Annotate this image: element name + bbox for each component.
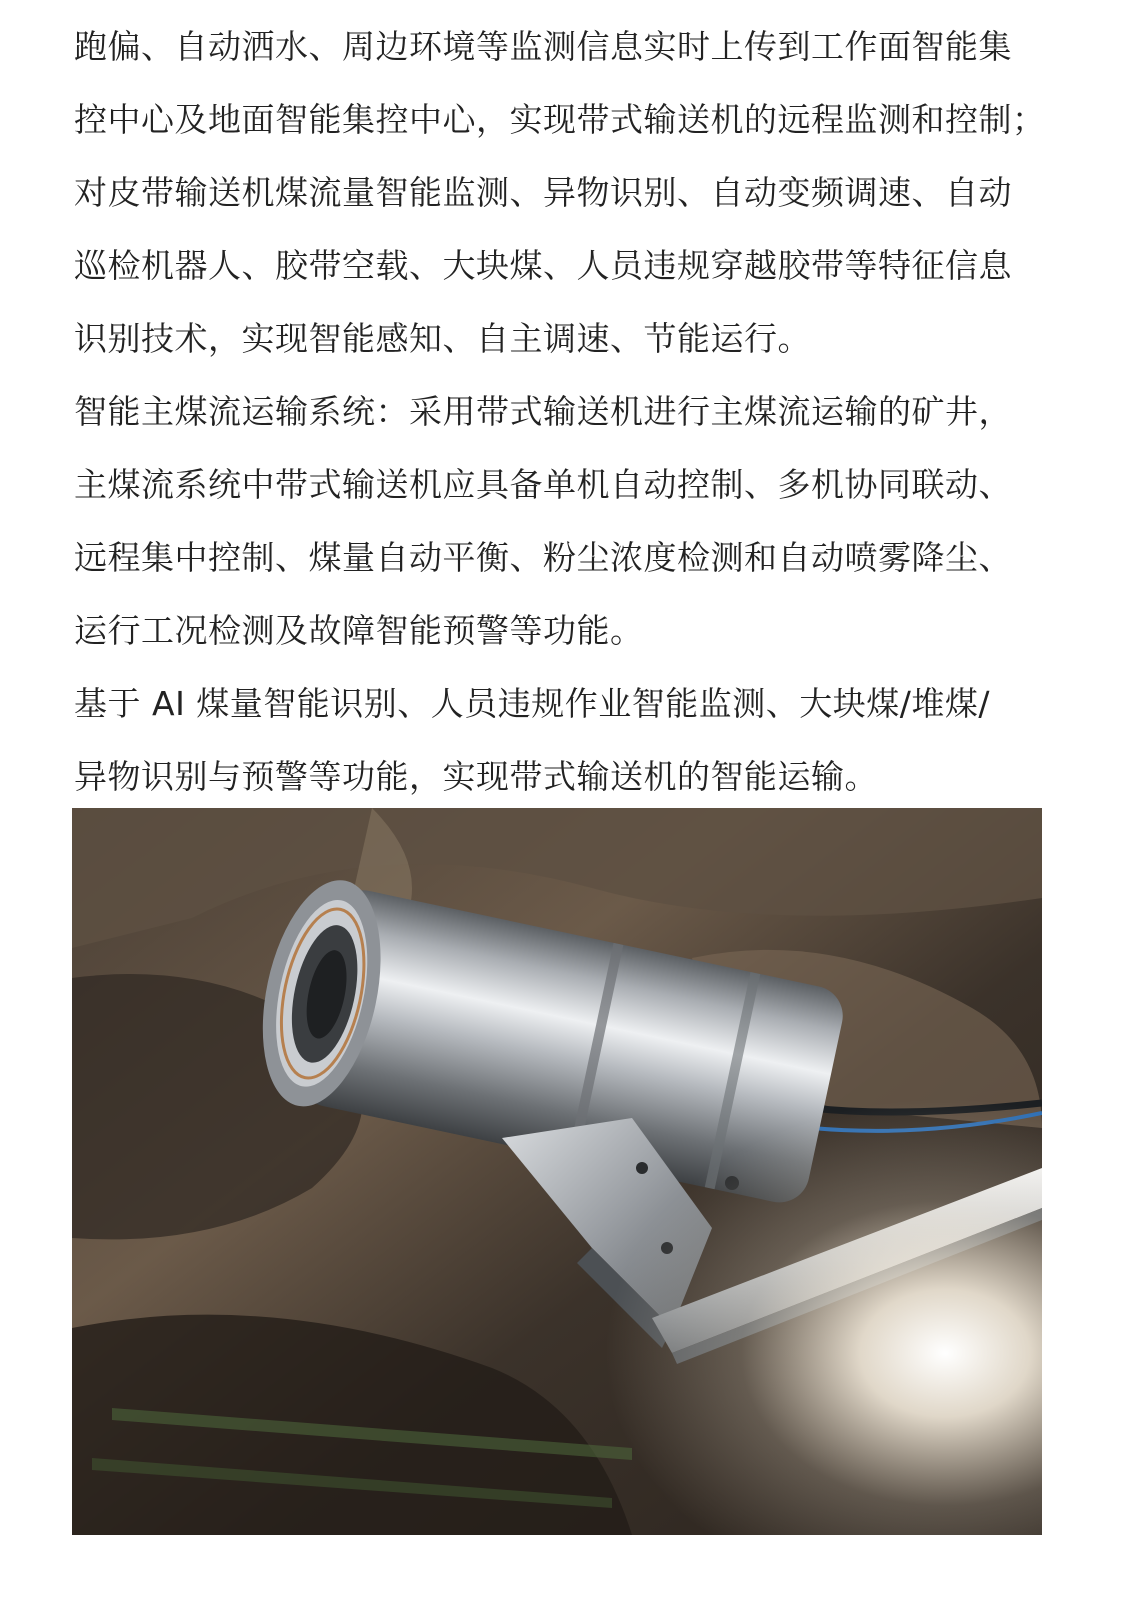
photo-illustration (72, 808, 1042, 1535)
mining-camera-photo (72, 808, 1042, 1535)
text-line: 智能主煤流运输系统：采用带式输送机进行主煤流运输的矿井， (74, 392, 1012, 431)
text-line: 主煤流系统中带式输送机应具备单机自动控制、多机协同联动、 (74, 465, 1012, 504)
paragraph-main-coal-flow (74, 375, 1074, 667)
text-line: 基于 AI 煤量智能识别、人员违规作业智能监测、大块煤/堆煤/ (74, 684, 991, 723)
paragraph-ai-recognition (74, 667, 1074, 813)
text-line: 巡检机器人、胶带空载、大块煤、人员违规穿越胶带等特征信息 (74, 246, 1012, 285)
text-line: 识别技术，实现智能感知、自主调速、节能运行。 (74, 319, 811, 358)
article-body (74, 10, 1074, 813)
text-line: 跑偏、自动洒水、周边环境等监测信息实时上传到工作面智能集 (74, 27, 1012, 66)
text-line: 对皮带输送机煤流量智能监测、异物识别、自动变频调速、自动 (74, 173, 1012, 212)
text-line: 远程集中控制、煤量自动平衡、粉尘浓度检测和自动喷雾降尘、 (74, 538, 1012, 577)
text-line: 控中心及地面智能集控中心，实现带式输送机的远程监测和控制； (74, 100, 1046, 139)
paragraph-conveyor-monitoring (74, 10, 1074, 375)
text-line: 异物识别与预警等功能，实现带式输送机的智能运输。 (74, 757, 878, 796)
text-line: 运行工况检测及故障智能预警等功能。 (74, 611, 644, 650)
